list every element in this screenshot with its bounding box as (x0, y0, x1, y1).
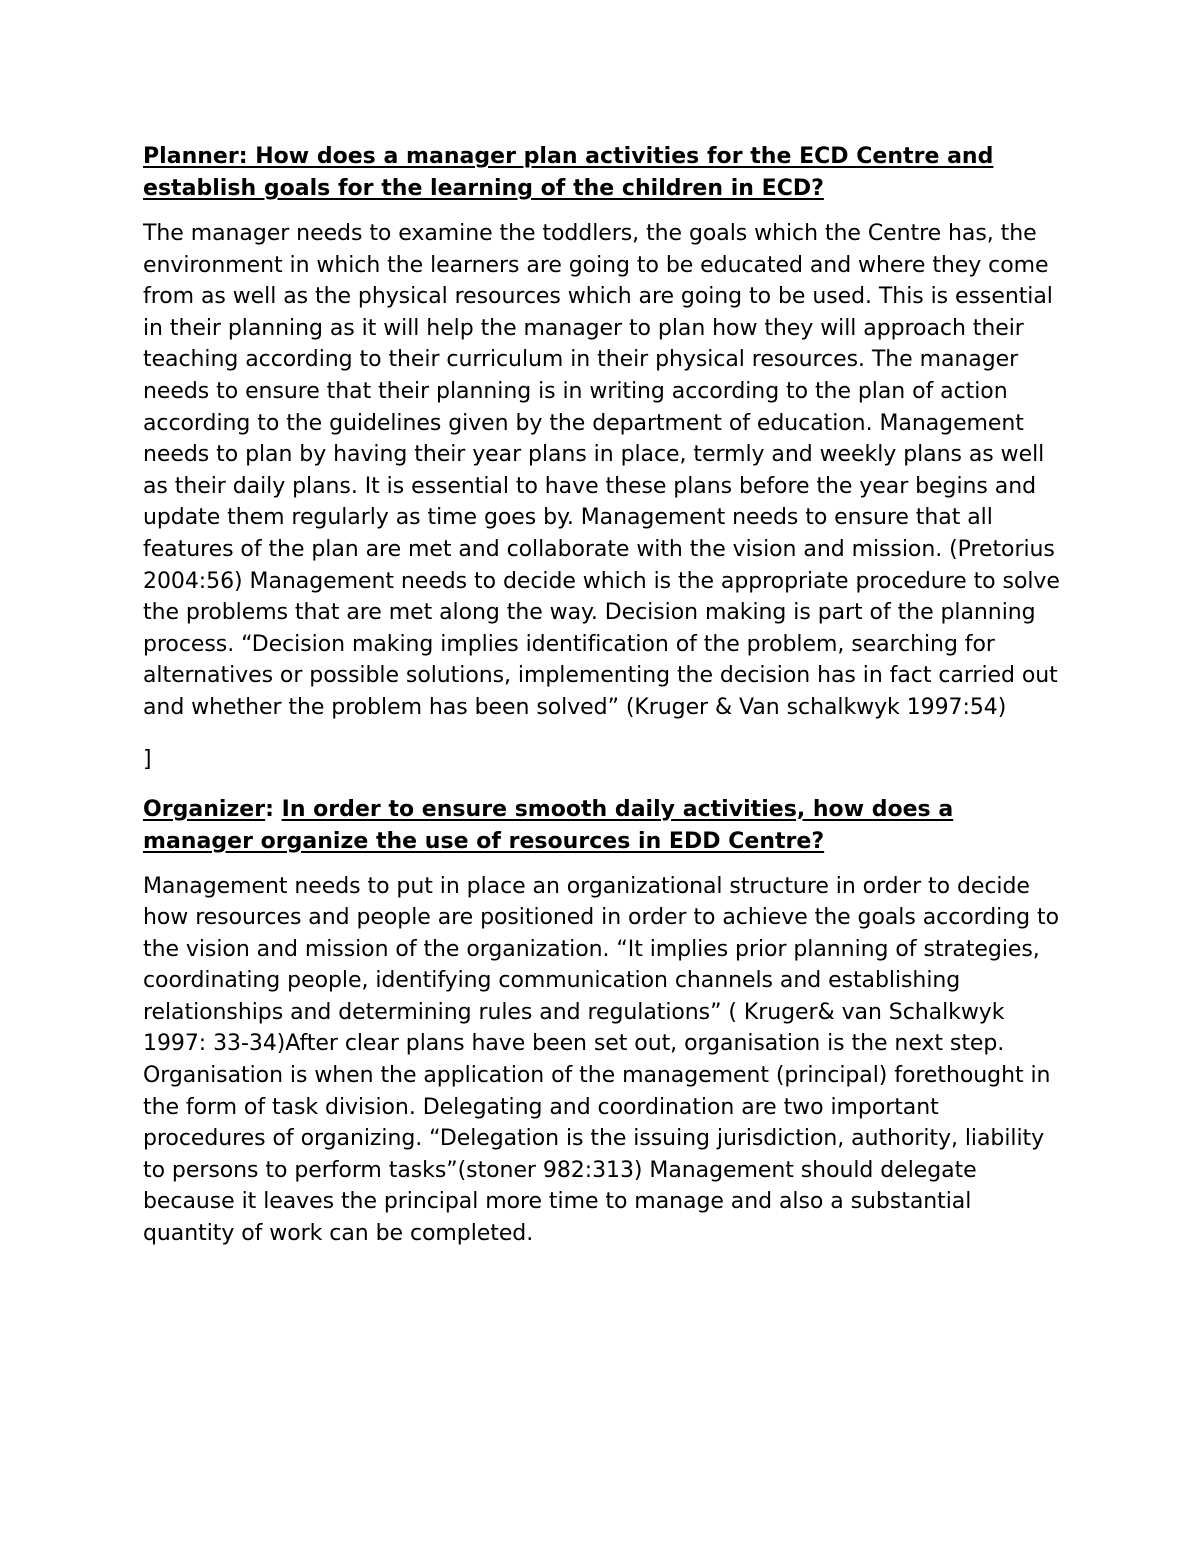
organizer-paragraph: Management needs to put in place an organizational structure in order to decide how resources and people are positioned in order to achieve the goals according to the vision and mission of the organization. “It implies prior planning of strategies, coordinating people, identifying communication channels and establishing relationships and determining rules and regulations” ( Kruger& van Schalkwyk 1997: 33-34)After clear plans have been set out, organisation is the next step. Organisation is when the application of the management (principal) forethought in the form of task division. Delegating and coordination are two important procedures of organizing. “Delegation is the issuing jurisdiction, authority, liability to persons to perform tasks”(stoner 982:313) Management should delegate because it leaves the principal more time to manage and also a substantial quantity of work can be completed. (143, 873, 1059, 1247)
planner-heading (143, 141, 1063, 205)
organizer-heading-question: In order to ensure smooth daily activities, how does a manager organize the use of resources in EDD Centre? (143, 796, 954, 854)
planner-paragraph: The manager needs to examine the toddlers, the goals which the Centre has, the environment in which the learners are going to be educated and where they come from as well as the physical resources which are going to be used. This is essential in their planning as it will help the manager to plan how they will approach their teaching according to their curriculum in their physical resources. The manager needs to ensure that their planning is in writing according to the plan of action according to the guidelines given by the department of education. Management needs to plan by having their year plans in place, termly and weekly plans as well as their daily plans. It is essential to have these plans before the year begins and update them regularly as time goes by. Management needs to ensure that all features of the plan are met and collaborate with the vision and mission. (Pretorius 2004:56) Management needs to decide which is the appropriate procedure to solve the problems that are met along the way. Decision making is part of the planning process. “Decision making implies identification of the problem, searching for alternatives or possible solutions, implementing the decision has in fact carried out and whether the problem has been solved” (Kruger & Van schalkwyk 1997:54) (143, 221, 1060, 720)
stray-bracket: ] (143, 746, 152, 772)
document-page (143, 141, 1063, 1250)
planner-heading-text: Planner: How does a manager plan activities for the ECD Centre and establish goals for the learning of the children in ECD? (143, 144, 994, 201)
organizer-heading-colon: : (265, 796, 282, 822)
organizer-heading-label: Organizer (143, 796, 266, 822)
organizer-heading (143, 794, 1063, 858)
